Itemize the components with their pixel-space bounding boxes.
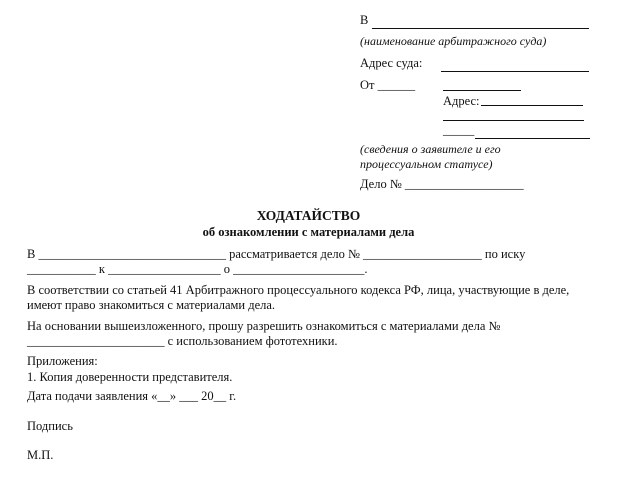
document-title: ХОДАТАЙСТВО bbox=[256, 208, 361, 223]
attachments-label: Приложения: bbox=[27, 354, 98, 368]
legal-basis-line-2: имеют право знакомиться с материалами дела. bbox=[27, 298, 276, 312]
applicant-status-line bbox=[475, 138, 590, 139]
to-prefix: В bbox=[360, 13, 369, 27]
court-address-line bbox=[441, 71, 589, 72]
applicant-caption-line2: процессуальном статусе) bbox=[360, 157, 493, 171]
signature-label: Подпись bbox=[27, 419, 73, 433]
stamp-label: М.П. bbox=[27, 448, 54, 462]
request-line-2: ______________________ с использованием фототехники. bbox=[27, 334, 338, 348]
applicant-name-line bbox=[443, 90, 521, 91]
submission-date: Дата подачи заявления «__» ___ 20__ г. bbox=[27, 389, 237, 403]
applicant-short-blank: _____ bbox=[443, 123, 475, 137]
body-line-2: ___________ к __________________ о _____________________. bbox=[27, 262, 368, 276]
request-line-1: На основании вышеизложенного, прошу разрешить ознакомиться с материалами дела № bbox=[27, 319, 501, 333]
attachment-item-1: 1. Копия доверенности представителя. bbox=[27, 370, 233, 384]
from-label: От ______ bbox=[360, 78, 416, 92]
court-caption: (наименование арбитражного суда) bbox=[360, 34, 547, 48]
applicant-address-line bbox=[481, 105, 583, 106]
legal-basis-line-1: В соответствии со статьей 41 Арбитражного процессуального кодекса РФ, лица, участвующие в деле, bbox=[27, 283, 570, 297]
document-subtitle: об ознакомлении с материалами дела bbox=[202, 225, 415, 239]
applicant-extra-line bbox=[443, 120, 584, 121]
applicant-caption-line1: (сведения о заявителе и его bbox=[360, 142, 501, 156]
applicant-address-label: Адрес: bbox=[443, 94, 480, 108]
body-line-1: В ______________________________ рассматривается дело № ___________________ по иску bbox=[27, 247, 526, 261]
case-number-label: Дело № ___________________ bbox=[360, 177, 524, 191]
court-address-label: Адрес суда: bbox=[360, 56, 423, 70]
court-name-line bbox=[372, 28, 589, 29]
